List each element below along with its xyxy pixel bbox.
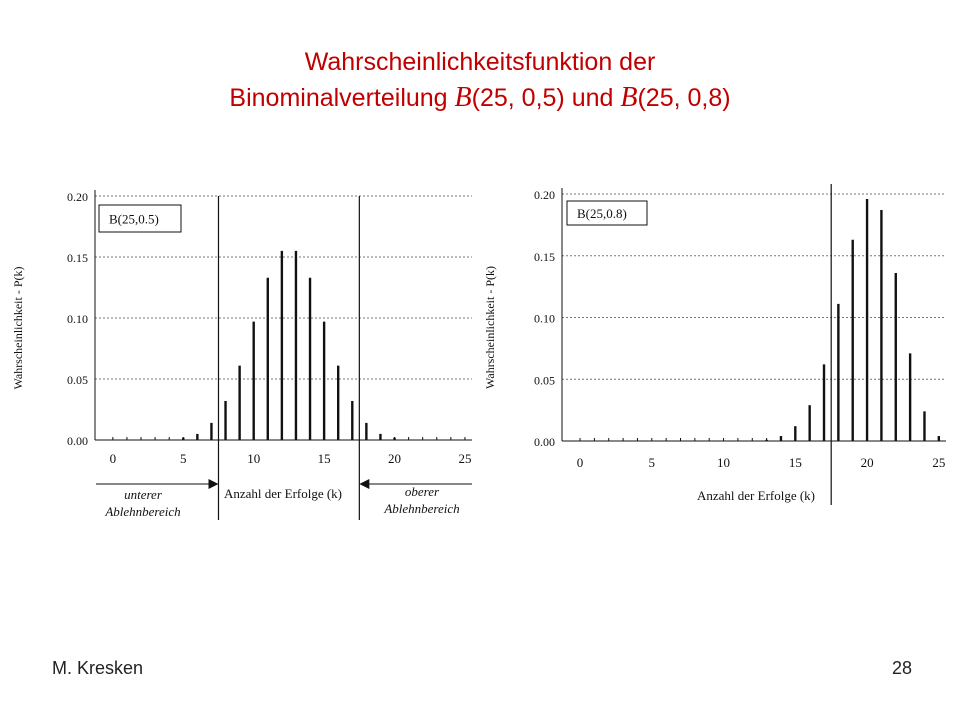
title-symbol-b2: B	[620, 82, 638, 113]
chart2-xtick-label: 20	[860, 455, 874, 470]
chart1-right-region-label-1: oberer	[404, 484, 440, 499]
chart1-right-region-label-2: Ablehnbereich	[384, 501, 460, 516]
chart1-xtick-label: 0	[109, 451, 117, 466]
chart1-xtick-label: 25	[458, 451, 472, 466]
chart1-xtick-label: 15	[317, 451, 331, 466]
chart2-legend-label: B(25,0.8)	[577, 206, 627, 221]
footer-page-number: 28	[891, 658, 912, 678]
title-symbol-b1: B	[454, 82, 472, 113]
chart1-xtick-label: 5	[180, 451, 187, 466]
chart2-ytick-label: 0.15	[534, 249, 555, 264]
chart1-ytick-label: 0.10	[67, 312, 88, 326]
chart2-ytick-label: 0.20	[534, 188, 555, 202]
chart1-ylabel: Wahrscheinlichkeit - P(k)	[11, 266, 25, 390]
chart1-ytick-label: 0.00	[67, 434, 88, 448]
title-line-1: Wahrscheinlichkeitsfunktion der	[304, 48, 656, 76]
chart1-left-arrow-head	[208, 479, 218, 489]
chart2-xtick-label: 0	[576, 455, 584, 470]
chart1-left-region-label-2: Ablehnbereich	[105, 504, 181, 519]
chart2-ylabel: Wahrscheinlichkeit - P(k)	[483, 266, 497, 389]
title-param-1: (25, 0,5) und	[471, 84, 621, 112]
chart1-ytick-label: 0.05	[67, 373, 88, 387]
chart2-xtick-label: 10	[717, 455, 731, 470]
chart1-legend-label: B(25,0.5)	[109, 211, 159, 227]
chart1-xtick-label: 10	[247, 451, 261, 466]
chart1-right-arrow-head	[359, 479, 369, 489]
chart2-xtick-label: 25	[932, 455, 946, 470]
chart2-xlabel: Anzahl der Erfolge (k)	[696, 488, 816, 503]
chart1-xtick-label: 20	[388, 451, 402, 466]
chart2-ytick-label: 0.10	[534, 311, 555, 326]
chart2-ytick-label: 0.00	[534, 435, 555, 449]
chart1-ytick-label: 0.20	[67, 190, 88, 204]
chart1-xlabel: Anzahl der Erfolge (k)	[223, 486, 343, 501]
title-text-pre: Binominalverteilung	[229, 84, 455, 112]
footer-author: M. Kresken	[52, 658, 144, 678]
title-param-2: (25, 0,8)	[637, 84, 731, 112]
chart2-xtick-label: 5	[648, 455, 656, 470]
chart1-left-region-label-1: unterer	[124, 487, 162, 502]
chart2-ytick-label: 0.05	[534, 373, 555, 388]
chart2-xtick-label: 15	[788, 455, 802, 470]
chart1-ytick-label: 0.15	[67, 251, 88, 265]
